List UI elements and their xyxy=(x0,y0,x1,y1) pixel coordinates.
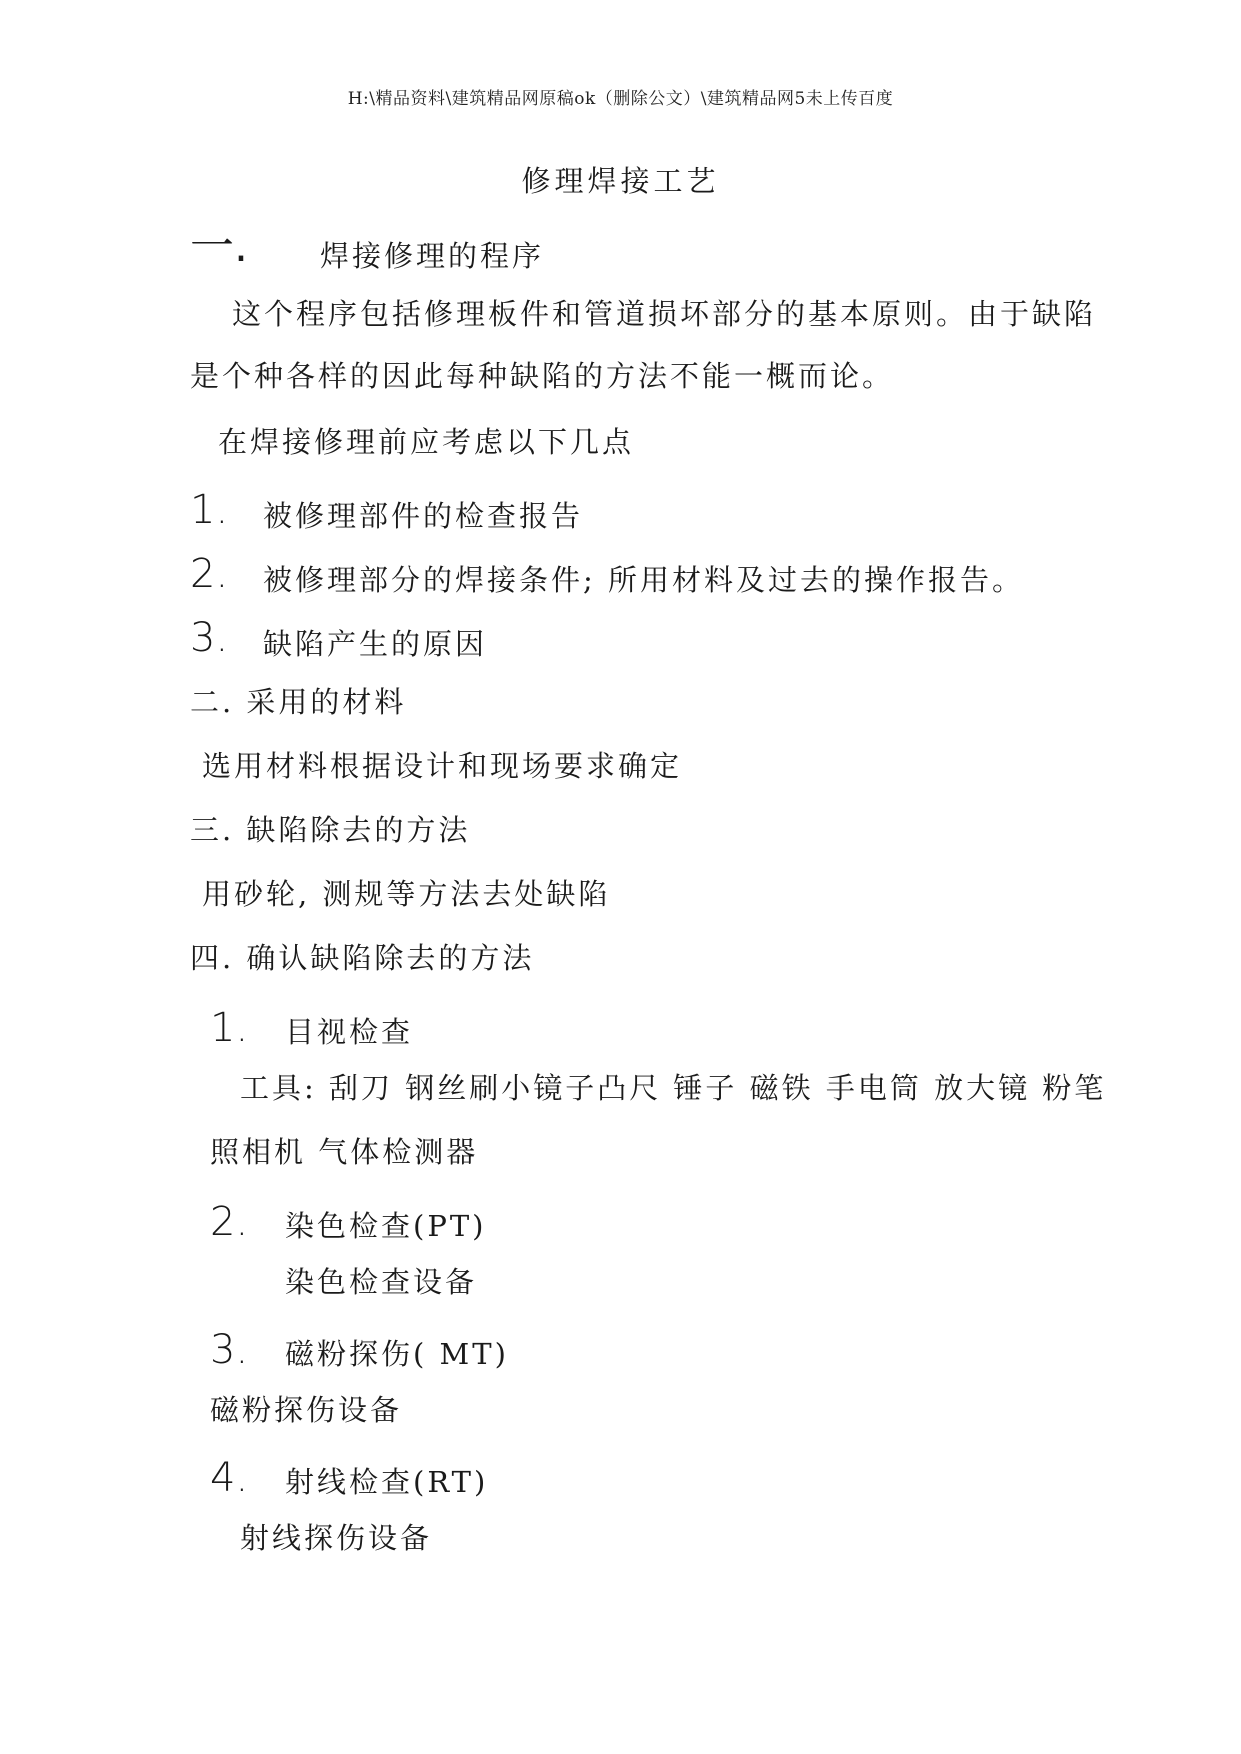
section1-item2-number: 2. xyxy=(190,551,229,597)
section4-item1-detail-line1: 工具: 刮刀 钢丝刷小镜子凸尺 锤子 磁铁 手电筒 放大镜 粉笔 xyxy=(240,1071,1107,1105)
section4-item2-text: 染色检查(PT) xyxy=(285,1209,487,1243)
section4-item1-number: 1. xyxy=(210,1005,249,1051)
document-header-path: H:\精品资料\建筑精品网原稿ok（删除公文）\建筑精品网5未上传百度 xyxy=(347,89,894,109)
section4-item2-number: 2. xyxy=(210,1199,249,1245)
section1-item1-text: 被修理部件的检查报告 xyxy=(263,499,584,533)
section4-heading: 四. 确认缺陷除去的方法 xyxy=(190,941,535,975)
section4-item1-text: 目视检查 xyxy=(285,1015,414,1049)
section1-item2-text: 被修理部分的焊接条件; 所用材料及过去的操作报告。 xyxy=(263,563,1024,597)
section1-marker: 一. xyxy=(190,221,248,272)
section2-body: 选用材料根据设计和现场要求确定 xyxy=(202,749,683,783)
section1-intro: 在焊接修理前应考虑以下几点 xyxy=(218,425,635,459)
section1-heading: 焊接修理的程序 xyxy=(320,239,545,273)
section3-body: 用砂轮, 测规等方法去处缺陷 xyxy=(202,877,611,911)
section4-item4-detail: 射线探伤设备 xyxy=(240,1521,433,1555)
section4-item4-text: 射线检查(RT) xyxy=(285,1465,489,1499)
section4-item3-number: 3. xyxy=(210,1327,249,1373)
section4-item4-number: 4. xyxy=(210,1455,249,1501)
document-title: 修理焊接工艺 xyxy=(521,164,720,198)
section4-item3-detail: 磁粉探伤设备 xyxy=(210,1393,403,1427)
section1-paragraph-line2: 是个种各样的因此每种缺陷的方法不能一概而论。 xyxy=(190,359,895,393)
section1-item1-number: 1. xyxy=(190,487,229,533)
section1-item3-text: 缺陷产生的原因 xyxy=(263,627,488,661)
section2-heading: 二. 采用的材料 xyxy=(190,685,407,719)
section1-item3-number: 3. xyxy=(190,615,229,661)
section4-item1-detail-line2: 照相机 气体检测器 xyxy=(210,1135,479,1169)
section1-paragraph-line1: 这个程序包括修理板件和管道损坏部分的基本原则。由于缺陷 xyxy=(232,297,1097,331)
section4-item2-detail: 染色检查设备 xyxy=(285,1265,478,1299)
section4-item3-text: 磁粉探伤( MT) xyxy=(285,1337,509,1371)
section3-heading: 三. 缺陷除去的方法 xyxy=(190,813,471,847)
